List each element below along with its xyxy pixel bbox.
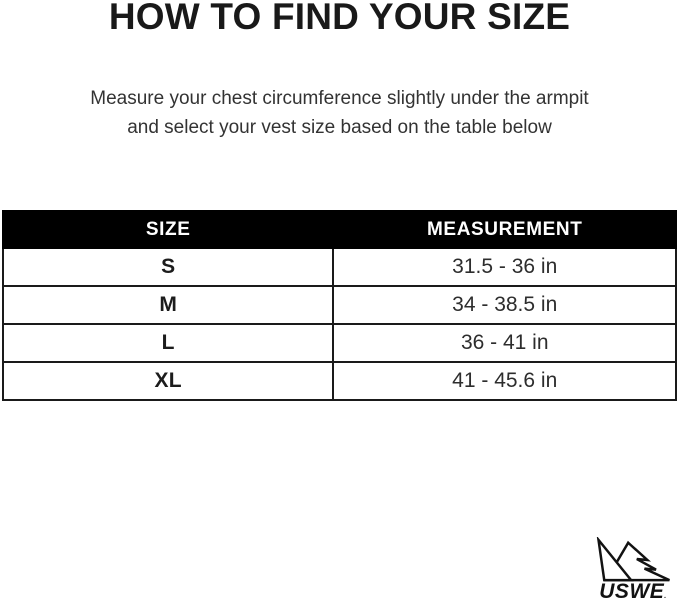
size-value-s: S [3, 248, 333, 286]
table-header-row [3, 211, 676, 248]
uswe-wordmark [599, 580, 667, 605]
size-chart [2, 210, 677, 401]
page-title: HOW TO FIND YOUR SIZE [108, 0, 571, 37]
uswe-logo [589, 537, 677, 605]
uswe-peaks-icon [592, 537, 674, 583]
measurement-value-xl: 41 - 45.6 in [333, 362, 676, 400]
measurement-value-s: 31.5 - 36 in [333, 248, 676, 286]
instruction-text [0, 84, 679, 142]
size-value-xl: XL [3, 362, 333, 400]
table-row [3, 286, 676, 324]
uswe-wordmark-text: USWE [599, 580, 665, 603]
table-row [3, 362, 676, 400]
table-row [3, 324, 676, 362]
registered-mark: . [664, 593, 667, 600]
column-header-size: SIZE [3, 211, 333, 248]
size-value-l: L [3, 324, 333, 362]
table-row [3, 248, 676, 286]
size-value-m: M [3, 286, 333, 324]
measurement-value-m: 34 - 38.5 in [333, 286, 676, 324]
column-header-measurement: MEASUREMENT [333, 211, 676, 248]
instruction-line-1: Measure your chest circumference slightly under the armpit [90, 88, 589, 109]
measurement-value-l: 36 - 41 in [333, 324, 676, 362]
size-chart-table [2, 210, 677, 401]
instruction-line-2: and select your vest size based on the table below [127, 117, 552, 138]
